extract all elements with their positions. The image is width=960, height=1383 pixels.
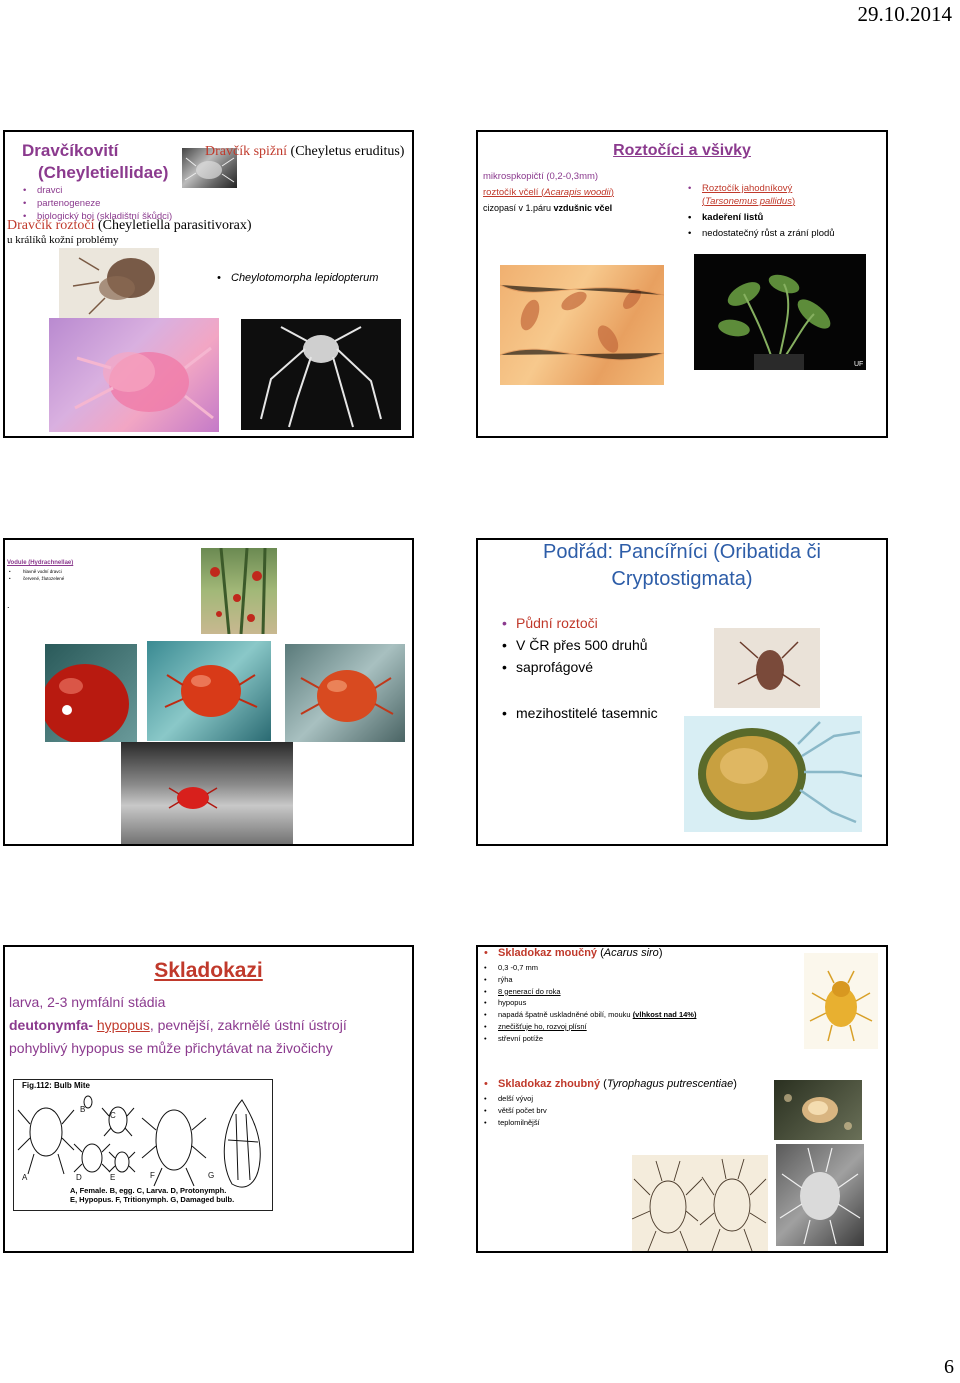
slide-dravcikoviti: [3, 130, 414, 438]
slide4-title: Podřád: Pancířníci (Oribatida či Cryptostigmata): [543, 541, 821, 590]
slide6-mold-bullet: • teplomilnější: [482, 1117, 547, 1129]
photo-bee-trachea: [500, 265, 664, 385]
slide6-flour-grain: • napadá špatně uskladněné obilí, mouku (vlhkost nad 14%): [482, 1009, 696, 1021]
figure-caption2: E, Hypopus. F, Tritionymph. G, Damaged bulb.: [70, 1195, 235, 1204]
slide4-bullet-species: • V ČR přes 500 druhů: [500, 634, 658, 656]
photo-strawberry-plant: [694, 254, 866, 370]
slide3-dot: .: [7, 600, 10, 610]
slide6-mold-bullet: • větší počet brv: [482, 1105, 547, 1117]
slide1-bullet-cheylotomorpha: • Cheylotomorpha lepidopterum: [215, 272, 378, 284]
slide4-bullet-soil: • Půdní roztoči: [500, 612, 658, 634]
slide5-line3: pohyblivý hypopus se může přichytávat na živočichy: [9, 1040, 333, 1056]
fig-label-e: E: [110, 1173, 116, 1182]
slide6-flour-bullet: • 0,3 -0,7 mm: [482, 962, 696, 974]
photo-oribatid-small: [714, 628, 820, 708]
header-date: 29.10.2014: [857, 2, 952, 26]
slide6-flour-gut: • střevní potíže: [482, 1033, 696, 1045]
slide5-line2: deutonymfa- hypopus, pevnější, zakrnělé ústní ústrojí: [9, 1017, 347, 1033]
slide1-bullet: • biologický boj (skladištní škůdci): [21, 210, 172, 223]
slide3-bullet: • hlavně vodní dravci: [7, 568, 64, 575]
figure-bulb-mite: [13, 1079, 273, 1211]
slide3-title: Vodule (Hydrachnellae): [7, 560, 74, 566]
photo-red-mite-teal: [147, 641, 271, 741]
cheyletiella-name: Dravčík roztočí: [7, 218, 95, 233]
fig-label-a: A: [22, 1173, 28, 1182]
slide2-bullet-curl: • kadeření listů: [686, 211, 835, 224]
slide2-parasite: cizopasí v 1.páru vzdušnic včel: [483, 203, 613, 213]
slide2-strawberry-mite: • Roztočík jahodníkový (Tarsonemus pallidus): [686, 182, 835, 208]
photo-cheyletiella-microscope: [59, 248, 159, 318]
photo-tyrophagus-sem: [776, 1144, 864, 1246]
fig-label-g: G: [208, 1171, 215, 1180]
photo-red-mite-small: [121, 742, 293, 846]
slide-vodule: [3, 538, 414, 846]
slide-roztocici: [476, 130, 888, 438]
slide4-bullet-saprophag: • saprofágové: [500, 656, 658, 678]
slide2-bee-mite: roztočík včelí (Acarapis woodii): [483, 187, 614, 198]
photo-acarus-siro: [804, 953, 878, 1049]
photo-tyrophagus-color: [774, 1080, 862, 1140]
photo-oribatid-large: [684, 716, 862, 832]
photo-red-mite-closeup: [45, 644, 137, 742]
cheyletus-latin: (Cheyletus eruditus): [287, 144, 405, 159]
slide5-title: Skladokazi: [154, 959, 263, 982]
slide4-bullet-hosts: • mezihostitelé tasemnic: [500, 702, 658, 724]
figure-title: Fig.112: Bulb Mite: [22, 1081, 91, 1090]
fig-label-d: D: [76, 1173, 82, 1182]
fig-label-c: C: [110, 1111, 116, 1120]
slide-skladokazi: [3, 945, 414, 1253]
slide-skladokaz-species: [476, 945, 888, 1253]
photo-pink-mite: [49, 318, 219, 432]
slide1-title-line1: Dravčíkovití: [22, 141, 119, 160]
slide2-bullet-growth: • nedostatečný růst a zrání plodů: [686, 227, 835, 240]
slide6-flour-bullet: • rýha: [482, 974, 696, 986]
slide1-title-line2: (Cheyletiellidae): [38, 163, 169, 182]
slide6-flour-bullet: • 8 generací do roka: [482, 986, 696, 998]
cheyletus-name: Dravčík spižní: [205, 144, 288, 159]
slide5-line1: larva, 2-3 nymfální stádia: [9, 994, 166, 1010]
slide6-mold-bullet: • delší vývoj: [482, 1093, 547, 1105]
slide1-bullet: • partenogeneze: [21, 197, 172, 210]
cheyletiella-note: u králíků kožní problémy: [7, 234, 119, 246]
fig-label-b: B: [80, 1105, 86, 1114]
drawing-tyrophagus: [632, 1155, 768, 1253]
slide2-title: Roztočíci a všivky: [613, 142, 751, 159]
fig-label-f: F: [150, 1171, 155, 1180]
slide6-flour-dirty: • znečišťuje ho, rozvoj plísní: [482, 1021, 696, 1033]
slide1-bullet: • dravci: [21, 184, 172, 197]
slide-pancirnici: [476, 538, 888, 846]
photo-cheylotomorpha-sem: [241, 319, 401, 430]
page-number: 6: [944, 1356, 954, 1378]
photo-badge: UF: [854, 361, 864, 368]
slide6-flour-bullet: • hypopus: [482, 997, 696, 1009]
photo-red-mite-gray: [285, 644, 405, 742]
cheyletiella-latin: (Cheyletiella parasitivorax): [94, 218, 252, 233]
slide2-micro: mikrospkopičtí (0,2-0,3mm): [483, 171, 599, 182]
slide3-bullet: • červené, žlutozelené: [7, 575, 64, 582]
slide6-flour-mite: • Skladokaz moučný (Acarus siro): [482, 947, 662, 959]
slide6-mold-mite: • Skladokaz zhoubný (Tyrophagus putrescentiae): [482, 1078, 737, 1090]
photo-water-mites-plants: [201, 548, 277, 634]
figure-caption1: A, Female. B, egg. C, Larva. D, Protonymph.: [70, 1186, 227, 1195]
